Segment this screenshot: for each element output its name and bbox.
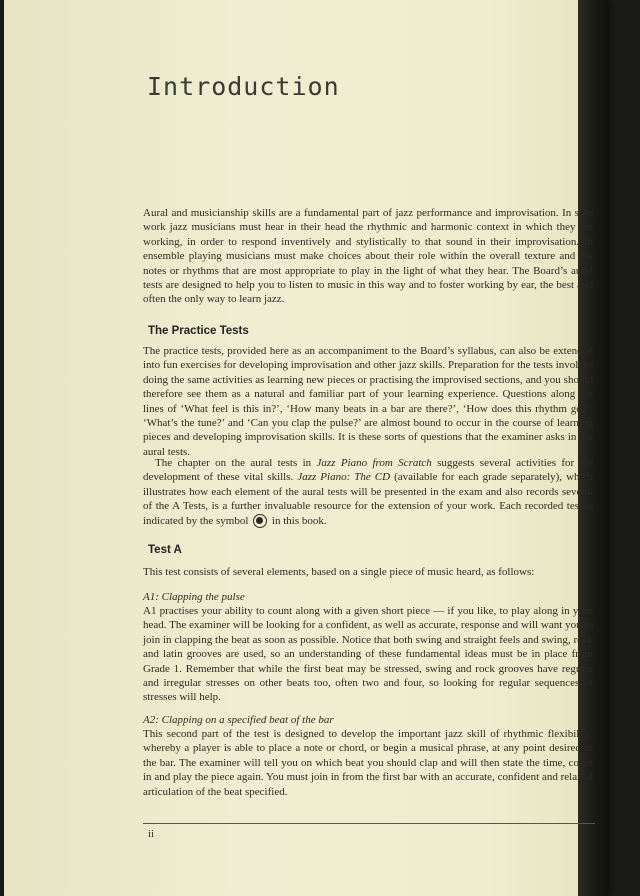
footer-rule [143, 823, 595, 824]
practice-paragraph-1: The practice tests, provided here as an accompaniment to the Board’s syllabus, can also be extended into fun exercises for developing improvisation and other jazz skills. Preparation for the tests involves doing the same activities as learning new pieces or practising the improvised sections, and you should therefore see them as a natural and familiar part of your learning experience. Questions along the lines of ‘What feel is this in?’, ‘How many beats in a bar are there?’, ‘How does this rhythm go?’, ‘What’s the tune?’ and ‘Can you clap the pulse?’ are almost bound to occur in the course of learning pieces and developing improvisation skills. It is these sorts of questions that the examiner asks in the aural tests. [143, 345, 593, 458]
cd-symbol-icon [253, 514, 267, 528]
a2-paragraph: This second part of the test is designed to develop the important jazz skill of rhythmic flexibility, whereby a player is able to place a note or chord, or begin a musical phrase, at any point desired in the bar. The examiner will tell you on which beat you should clap and will then state the time, count in and play the piece again. You must join in from the first bar with an accurate, confident and relaxed articulation of the beat specified. [143, 728, 593, 798]
page-number: ii [148, 828, 155, 840]
book-title-cd: Jazz Piano: The CD [297, 471, 391, 484]
book-title-scratch: Jazz Piano from Scratch [316, 457, 432, 469]
practice-p2-text-a: The chapter on the aural tests in [155, 457, 317, 469]
a1-paragraph: A1 practises your ability to count along with a given short piece — if you like, to play along in your head. The examiner will be looking for a confident, as well as accurate, response and will want you to join in clapping the beat as soon as possible. Notice that both swing and straight feels and swing, rock and latin grooves are used, so an understanding of these fundamental ideas must be in place from Grade 1. Remember that while the first beat may be stressed, swing and rock grooves have regular and irregular stresses on other beats too, often two and four, so looking for regular sequences of stresses will help. [143, 605, 593, 704]
intro-paragraph: Aural and musicianship skills are a fundamental part of jazz performance and improvisation. In solo work jazz musicians must hear in their head the rhythmic and harmonic context in which they are working, in order to respond inventively and stylistically to that sound in their improvisation. In ensemble playing musicians must make choices about their role within the overall texture and the notes or rhythms that are most appropriate to play in the light of what they hear. The Board’s aural tests are designed to help you to listen to music in this way and to foster working by ear, the best and often the only way to learn jazz. [143, 207, 593, 306]
page-title: Introduction [147, 72, 340, 101]
practice-p2-text-b: suggests several activities for the development of these vital skills. [143, 457, 593, 484]
practice-p2-text-c: (available for each grade separately), which illustrates how each element of the aural tests will be presented in the exam and also records several of the A Tests, is a further invaluable resource for the extension of your work. Each recorded test is indicated by the symbol [143, 471, 593, 527]
practice-paragraph-2 [143, 456, 593, 528]
test-a-heading: Test A [148, 544, 182, 556]
practice-heading: The Practice Tests [148, 325, 249, 337]
practice-p2-text-d: in this book. [269, 514, 327, 527]
test-a-lead: This test consists of several elements, based on a single piece of music heard, as follows: [143, 566, 535, 578]
a2-title: A2: Clapping on a specified beat of the bar [143, 714, 334, 726]
a1-title: A1: Clapping the pulse [143, 591, 245, 603]
